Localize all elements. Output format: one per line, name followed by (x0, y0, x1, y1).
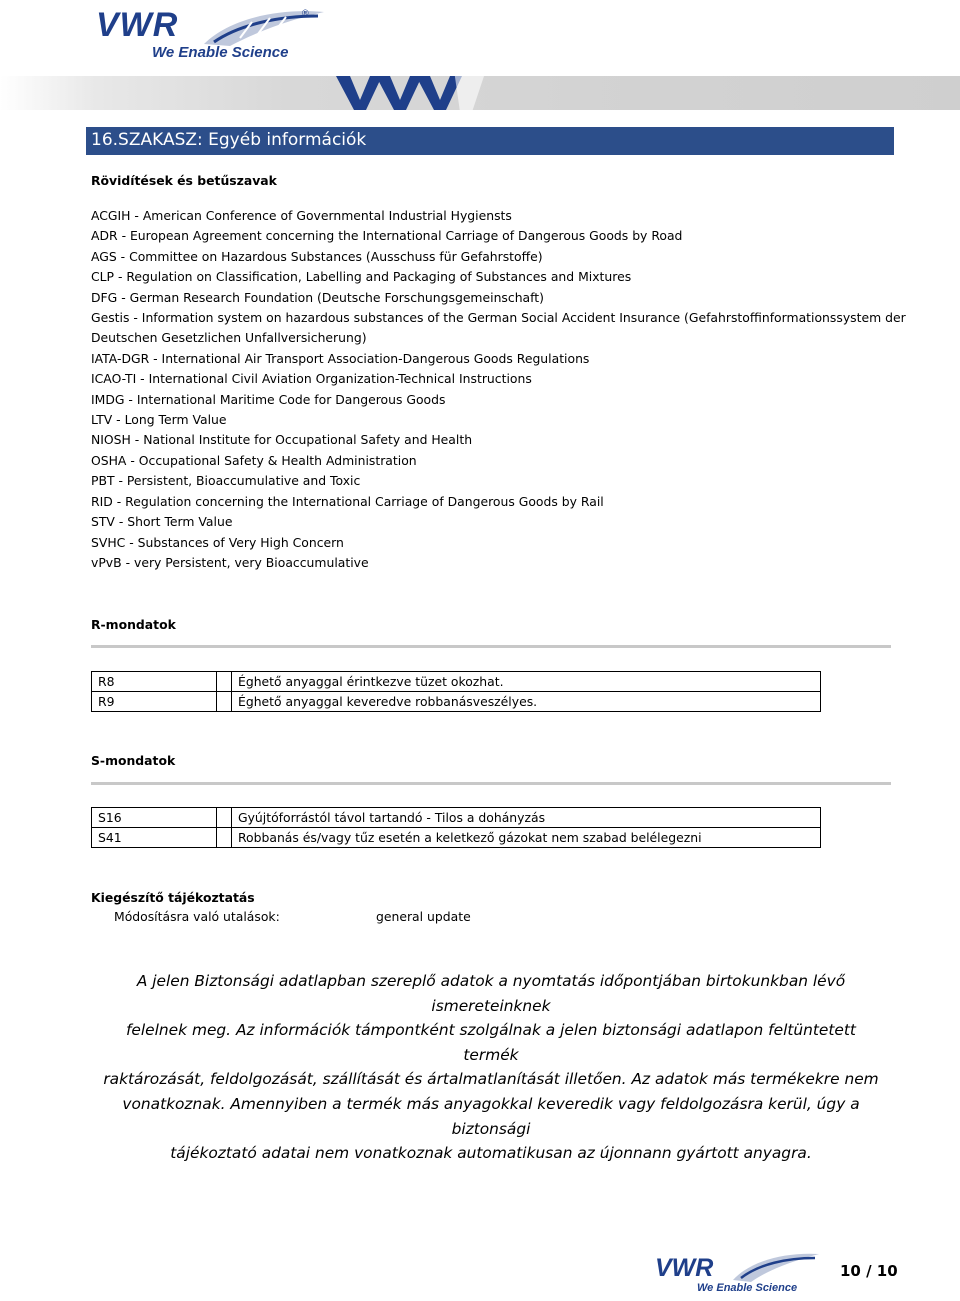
phrase-code: R9 (92, 692, 217, 712)
vvv-chevron-icon (336, 70, 486, 112)
phrase-text: Robbanás és/vagy tűz esetén a keletkező gázokat nem szabad belélegezni (232, 828, 821, 848)
abbreviations-heading: Rövidítések és betűszavak (91, 173, 277, 188)
divider (91, 782, 891, 785)
footer-vwr-logo (655, 1252, 815, 1296)
s-phrases-table (91, 807, 821, 848)
list-item: PBT - Persistent, Bioaccumulative and Toxic (91, 473, 361, 489)
list-item: Gestis - Information system on hazardous substances of the German Social Accident Insurance (Gefahrstoffinformationssystem der (91, 310, 906, 326)
table-row (92, 692, 821, 712)
divider (91, 645, 891, 648)
phrase-text: Éghető anyaggal érintkezve tüzet okozhat. (232, 672, 821, 692)
page-number: 10 / 10 (840, 1262, 898, 1280)
phrase-code: S16 (92, 808, 217, 828)
section-header (86, 127, 894, 155)
s-phrases-heading: S-mondatok (91, 753, 176, 768)
list-item: DFG - German Research Foundation (Deutsche Forschungsgemeinschaft) (91, 289, 544, 305)
footer-logo-wordmark: VWR (655, 1254, 714, 1282)
list-item: IATA-DGR - International Air Transport Association-Dangerous Goods Regulations (91, 350, 590, 366)
list-item: CLP - Regulation on Classification, Labelling and Packaging of Substances and Mixtures (91, 269, 632, 285)
list-item: SVHC - Substances of Very High Concern (91, 534, 344, 550)
disclaimer-line: tájékoztató adatai nem vonatkoznak automatikusan az újonnann gyártott anyagra. (170, 1144, 812, 1163)
phrase-text: Éghető anyaggal keveredve robbanásveszélyes. (232, 692, 821, 712)
list-item: IMDG - International Maritime Code for Dangerous Goods (91, 391, 446, 407)
table-row (92, 672, 821, 692)
phrase-code: S41 (92, 828, 217, 848)
disclaimer-line: raktározását, feldolgozását, szállítását és ártalmatlanítását illetően. Az adatok más termékekre nem (103, 1070, 879, 1089)
footer-logo-tagline: We Enable Science (697, 1282, 798, 1294)
list-item: Deutschen Gesetzlichen Unfallversicherung) (91, 330, 367, 346)
registered-mark: ® (302, 8, 309, 18)
r-phrases-heading: R-mondatok (91, 617, 176, 632)
section-title: 16.SZAKASZ: Egyéb információk (91, 130, 367, 150)
list-item: ACGIH - American Conference of Governmental Industrial Hygiensts (91, 208, 512, 223)
disclaimer-line: felelnek meg. Az információk támpontként szolgálnak a jelen biztonsági adatlapon feltüntetett termék (126, 1021, 856, 1064)
list-item: RID - Regulation concerning the International Carriage of Dangerous Goods by Rail (91, 493, 604, 509)
abbreviations-list (91, 206, 906, 573)
supplementary-heading: Kiegészítő tájékoztatás (91, 890, 255, 905)
list-item: LTV - Long Term Value (91, 412, 227, 428)
leaf-swoosh-icon (200, 8, 330, 48)
phrase-code: R8 (92, 672, 217, 692)
disclaimer (96, 969, 886, 1166)
list-item: OSHA - Occupational Safety & Health Administration (91, 452, 417, 468)
list-item: ADR - European Agreement concerning the International Carriage of Dangerous Goods by Road (91, 228, 683, 244)
phrase-text: Gyújtóforrástól távol tartandó - Tilos a dohányzás (232, 808, 821, 828)
list-item: AGS - Committee on Hazardous Substances (Ausschuss für Gefahrstoffe) (91, 248, 543, 264)
revision-value: general update (376, 909, 471, 924)
revision-label: Módosításra való utalások: (114, 909, 280, 924)
disclaimer-line: vonatkoznak. Amennyiben a termék más anyagokkal keveredik vagy feldolgozásra kerül, úgy a biztonsági (122, 1094, 860, 1138)
table-row (92, 808, 821, 828)
list-item: vPvB - very Persistent, very Bioaccumulative (91, 554, 369, 570)
list-item: STV - Short Term Value (91, 514, 233, 530)
list-item: NIOSH - National Institute for Occupational Safety and Health (91, 432, 473, 448)
disclaimer-line: A jelen Biztonsági adatlapban szereplő adatok a nyomtatás időpontjában birtokunkban lévő ismereteinknek (136, 972, 846, 1015)
logo-tagline: We Enable Science (152, 44, 289, 61)
r-phrases-table (91, 671, 821, 712)
logo-wordmark: VWR (96, 6, 179, 44)
list-item: ICAO-TI - International Civil Aviation Organization-Technical Instructions (91, 371, 532, 387)
table-row (92, 828, 821, 848)
leaf-swoosh-icon (731, 1252, 821, 1282)
vwr-logo (96, 6, 326, 64)
